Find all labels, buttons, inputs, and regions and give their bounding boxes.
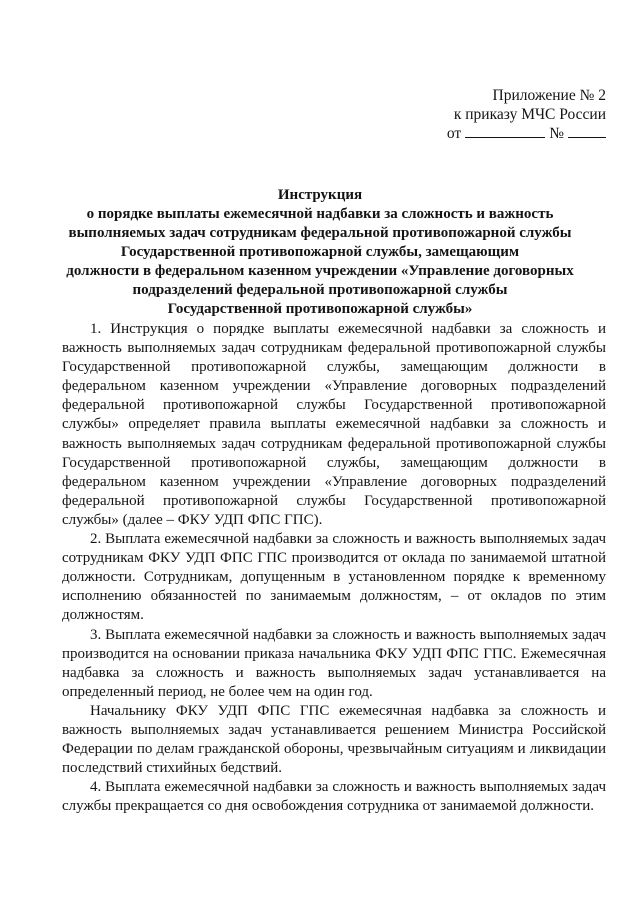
paragraph-3: 3. Выплата ежемесячной надбавки за сложность и важность выполняемых задач производится на основании приказа начальника ФКУ УДП ФПС ГПС. Ежемесячная надбавка за сложность и важность выполняемых задач устанавливается на определенный период, не более чем на один год. <box>62 626 606 700</box>
document-title <box>40 186 600 319</box>
appendix-date-line <box>426 124 606 143</box>
paragraph-3-continuation: Начальнику ФКУ УДП ФПС ГПС ежемесячная надбавка за сложность и важность выполняемых задач устанавливается решением Министра Российской Федерации по делам гражданской обороны, чрезвычайным ситуациям и ликвидации последствий стихийных бедствий. <box>62 702 606 777</box>
date-blank <box>465 125 545 138</box>
appendix-order-reference: к приказу МЧС России <box>453 106 606 123</box>
appendix-header <box>426 86 606 143</box>
title-line: Инструкция <box>277 187 363 203</box>
appendix-number: Приложение № 2 <box>492 87 606 104</box>
paragraph-2: 2. Выплата ежемесячной надбавки за сложность и важность выполняемых задач сотрудникам ФКУ УДП ФПС ГПС производится от оклада по занимаемой штатной должности. Сотрудникам, допущенным в установленном порядке к временному исполнению обязанностей по занимаемым должностям, – от окладов по этим должностям. <box>62 531 606 624</box>
paragraph-4: 4. Выплата ежемесячной надбавки за сложность и важность выполняемых задач службы прекращается со дня освобождения сотрудника от занимаемой должности. <box>62 779 606 815</box>
paragraph-1: 1. Инструкция о порядке выплаты ежемесячной надбавки за сложность и важность выполняемых задач сотрудникам федеральной противопожарной службы Государственной противопожарной службы, замещающим должности в федеральном казенном учреждении «Управление договорных подразделений федеральной противопожарной службы Государственной противопожарной службы» определяет правила выплаты ежемесячной надбавки за сложность и важность выполняемых задач сотрудникам федеральной противопожарной службы Государственной противопожарной службы, замещающим должности в федеральном казенном учреждении «Управление договорных подразделений федеральной противопожарной службы Государственной противопожарной службы» (далее – ФКУ УДП ФПС ГПС). <box>62 321 606 528</box>
number-prefix: № <box>549 125 564 142</box>
title-line: Государственной противопожарной службы, замещающим <box>120 244 520 260</box>
title-line: должности в федеральном казенном учреждении «Управление договорных <box>66 263 574 279</box>
title-line: подразделений федеральной противопожарной службы <box>132 282 508 298</box>
title-line: о порядке выплаты ежемесячной надбавки за сложность и важность <box>86 206 554 222</box>
date-prefix: от <box>446 125 462 142</box>
title-line: Государственной противопожарной службы» <box>167 301 473 317</box>
document-body <box>62 320 606 816</box>
number-blank <box>568 125 606 138</box>
title-line: выполняемых задач сотрудникам федеральной противопожарной службы <box>68 225 572 241</box>
